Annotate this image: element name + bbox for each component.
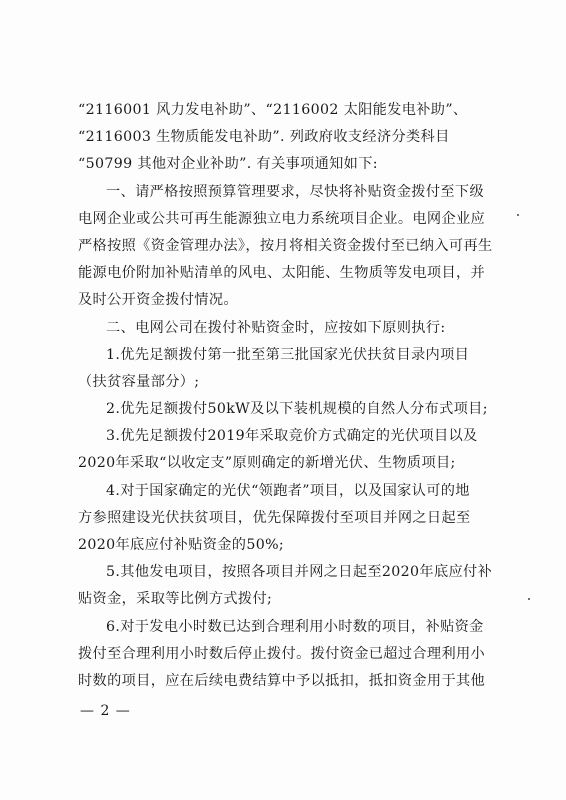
text-line: 贴资金，采取等比例方式拨付; xyxy=(78,591,273,608)
text-line: 2.优先足额拨付50kW及以下装机规模的自然人分布式项目; xyxy=(106,401,488,418)
text-line: “2116003 生物质能发电补助”. 列政府收支经济分类科目 xyxy=(78,129,450,146)
text-line: 方参照建设光伏扶贫项目，优先保障拨付至项目并网之日起至 xyxy=(78,509,471,526)
scan-speck xyxy=(517,214,519,216)
text-line: 二、电网公司在拨付补贴资金时，应按如下原则执行: xyxy=(106,319,446,336)
text-line: “2116001 风力发电补助”、“2116002 太阳能发电补助”、 xyxy=(78,102,468,118)
text-line: 2020年采取“以收定支”原则确定的新增光伏、生物质项目; xyxy=(78,455,456,472)
text-line: 4.对于国家确定的光伏“领跑者”项目，以及国家认可的地 xyxy=(106,482,470,499)
text-line: 及时公开资金拨付情况。 xyxy=(78,292,238,309)
text-line: 拨付至合理利用小时数后停止拨付。拨付资金已超过合理利用小 xyxy=(78,645,486,662)
text-line: “50799 其他对企业补助”. 有关事项通知如下: xyxy=(78,156,378,173)
body-text xyxy=(78,97,496,695)
text-line: 能源电价附加补贴清单的风电、太阳能、生物质等发电项目，并 xyxy=(78,265,486,282)
text-line: 1.优先足额拨付第一批至第三批国家光伏扶贫目录内项目 xyxy=(106,346,470,363)
text-line: 5.其他发电项目，按照各项目并网之日起至2020年底应付补 xyxy=(106,564,493,581)
text-line: 6.对于发电小时数已达到合理利用小时数的项目，补贴资金 xyxy=(106,618,484,635)
text-line: 一、请严格按照预算管理要求，尽快将补贴资金拨付至下级 xyxy=(106,183,484,200)
scan-speck xyxy=(528,598,530,600)
text-line: 严格按照《资金管理办法》，按月将相关资金拨付至已纳入可再生 xyxy=(78,237,493,254)
text-line: 时数的项目，应在后续电费结算中予以抵扣，抵扣资金用于其他 xyxy=(78,672,486,689)
page-number: — 2 — xyxy=(80,703,131,719)
text-line: 3.优先足额拨付2019年采取竞价方式确定的光伏项目以及 xyxy=(106,428,478,445)
text-line: 电网企业或公共可再生能源独立电力系统项目企业。电网企业应 xyxy=(78,210,486,227)
text-line: 2020年底应付补贴资金的50%; xyxy=(78,537,285,553)
text-line: （扶贫容量部分）; xyxy=(78,373,200,390)
